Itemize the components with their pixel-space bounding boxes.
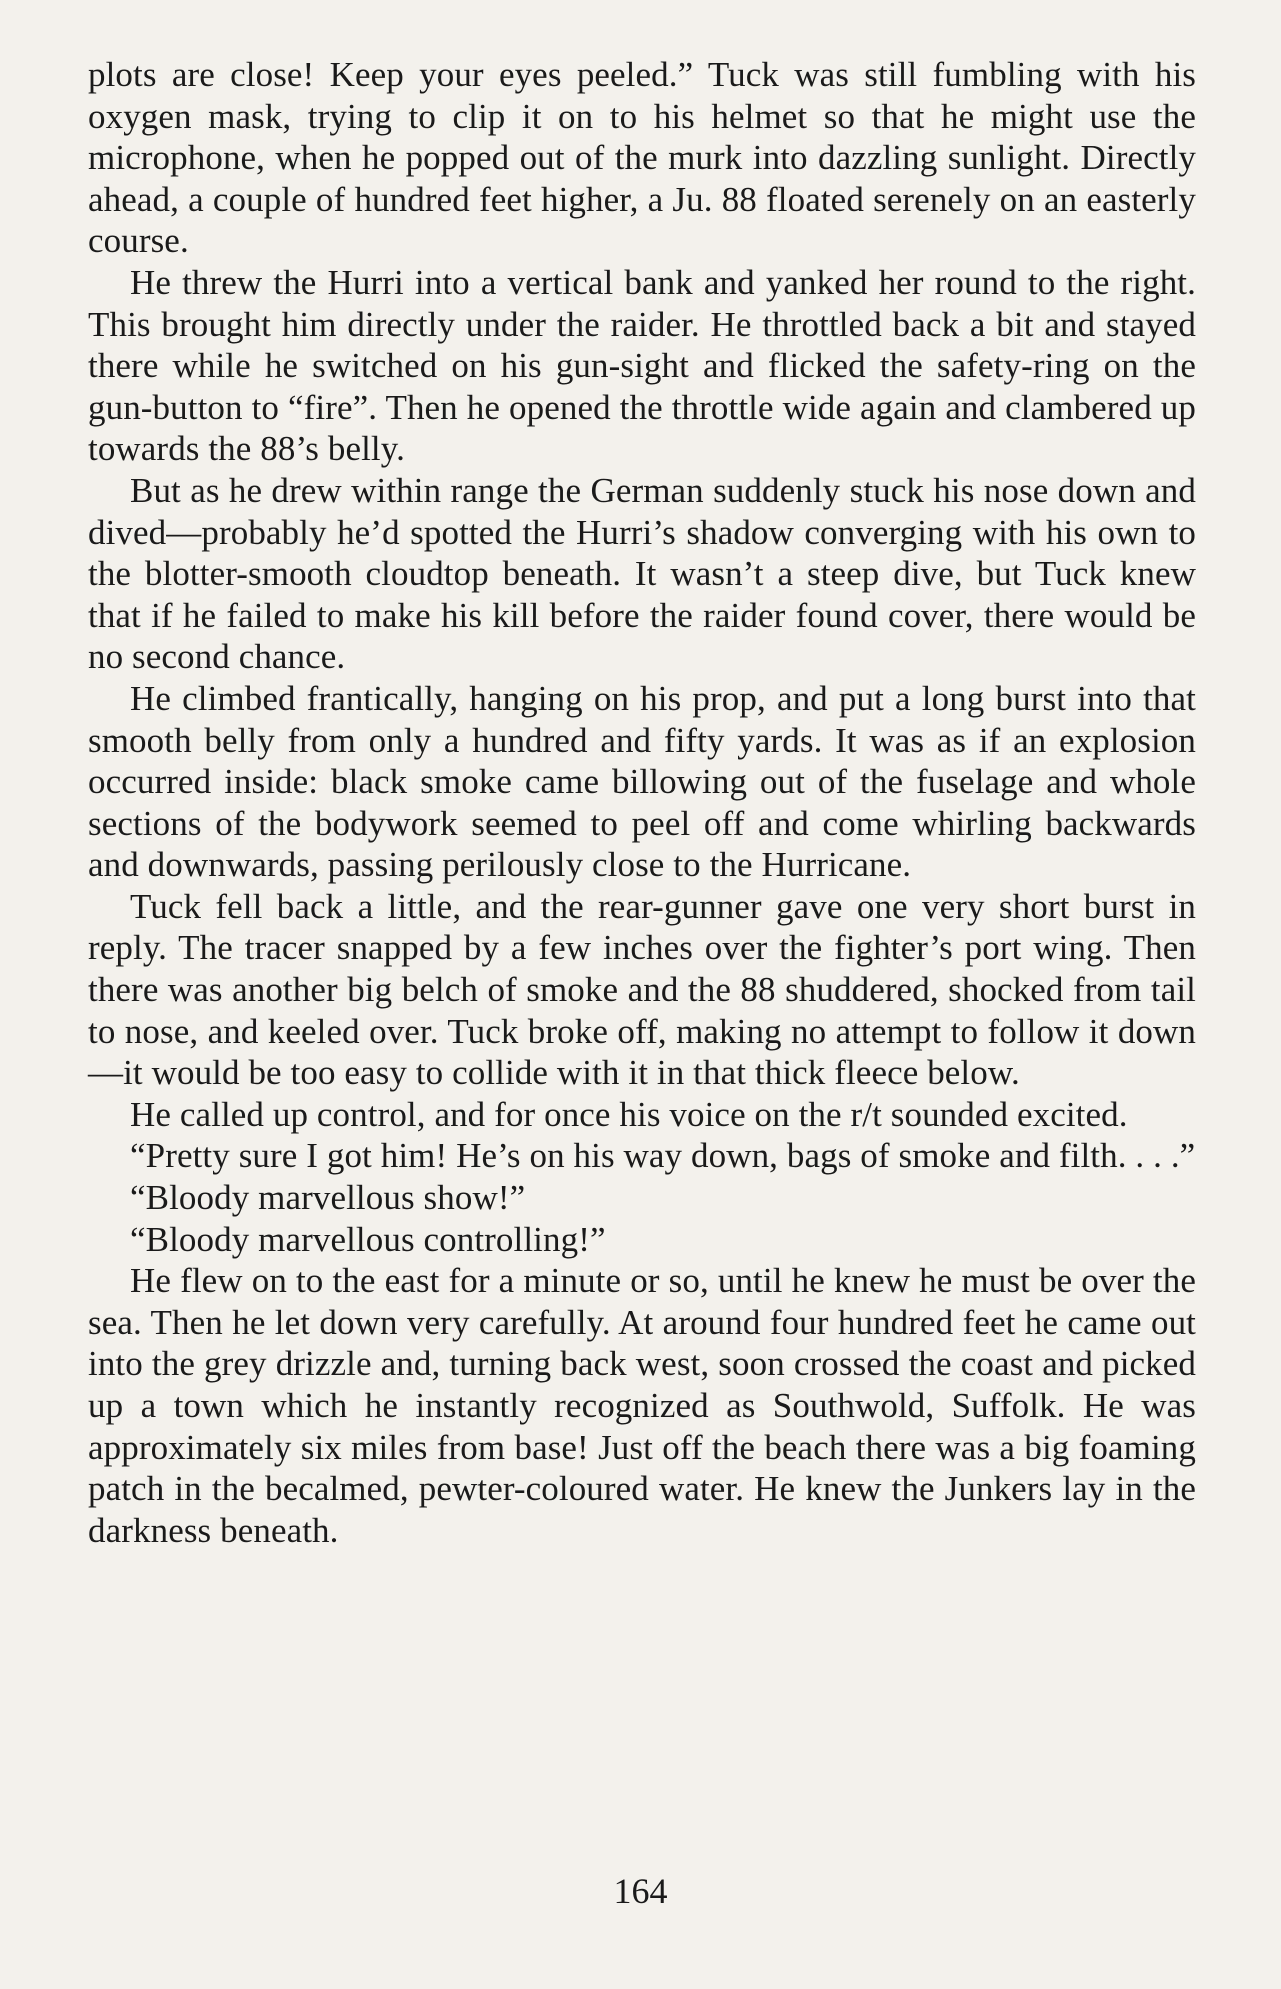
body-text [88,54,1196,1551]
paragraph-4: He climbed frantically, hanging on his prop, and put a long burst into that smooth belly from only a hundred and fifty yards. It was as if an explosion occurred inside: black smoke came billowing out of the fuselage and whole sections of the bodywork seemed to peel off and come whirling backwards and downwards, passing perilously close to the Hurricane. [88,678,1196,885]
paragraph-5: Tuck fell back a little, and the rear-gunner gave one very short burst in reply. The tracer snapped by a few inches over the fighter’s port wing. Then there was another big belch of smoke and the 88 shuddered, shocked from tail to nose, and keeled over. Tuck broke off, making no attempt to follow it down—it would be too easy to collide with it in that thick fleece below. [88,886,1196,1093]
paragraph-8: “Bloody marvellous show!” [130,1178,526,1218]
paragraph-2: He threw the Hurri into a vertical bank and yanked her round to the right. This brought him directly under the raider. He throttled back a bit and stayed there while he switched on his gun-sight and flicked the safety-ring on the gun-button to “fire”. Then he opened the throttle wide again and clambered up towards the 88’s belly. [88,262,1196,469]
paragraph-3: But as he drew within range the German suddenly stuck his nose down and dived—probably he’d spotted the Hurri’s shadow converging with his own to the blotter-smooth cloudtop beneath. It wasn’t a steep dive, but Tuck knew that if he failed to make his kill before the raider found cover, there would be no second chance. [88,470,1196,677]
paragraph-1: plots are close! Keep your eyes peeled.” Tuck was still fumbling with his oxygen mask, trying to clip it on to his helmet so that he might use the microphone, when he popped out of the murk into dazzling sunlight. Directly ahead, a couple of hundred feet higher, a Ju. 88 floated serenely on an easterly course. [88,55,1196,261]
paragraph-7: “Pretty sure I got him! He’s on his way down, bags of smoke and filth. . . .” [130,1136,1196,1176]
paragraph-9: “Bloody marvellous controlling!” [130,1219,606,1259]
paragraph-6: He called up control, and for once his voice on the r/t sounded excited. [130,1094,1128,1134]
paragraph-10: He flew on to the east for a minute or so, until he knew he must be over the sea. Then he let down very carefully. At around four hundred feet he came out into the grey drizzle and, turning back west, soon crossed the coast and picked up a town which he instantly recognized as Southwold, Suffolk. He was approximately six miles from base! Just off the beach there was a big foaming patch in the becalmed, pewter-coloured water. He knew the Junkers lay in the darkness beneath. [88,1261,1196,1550]
page-number: 164 [613,1871,668,1911]
